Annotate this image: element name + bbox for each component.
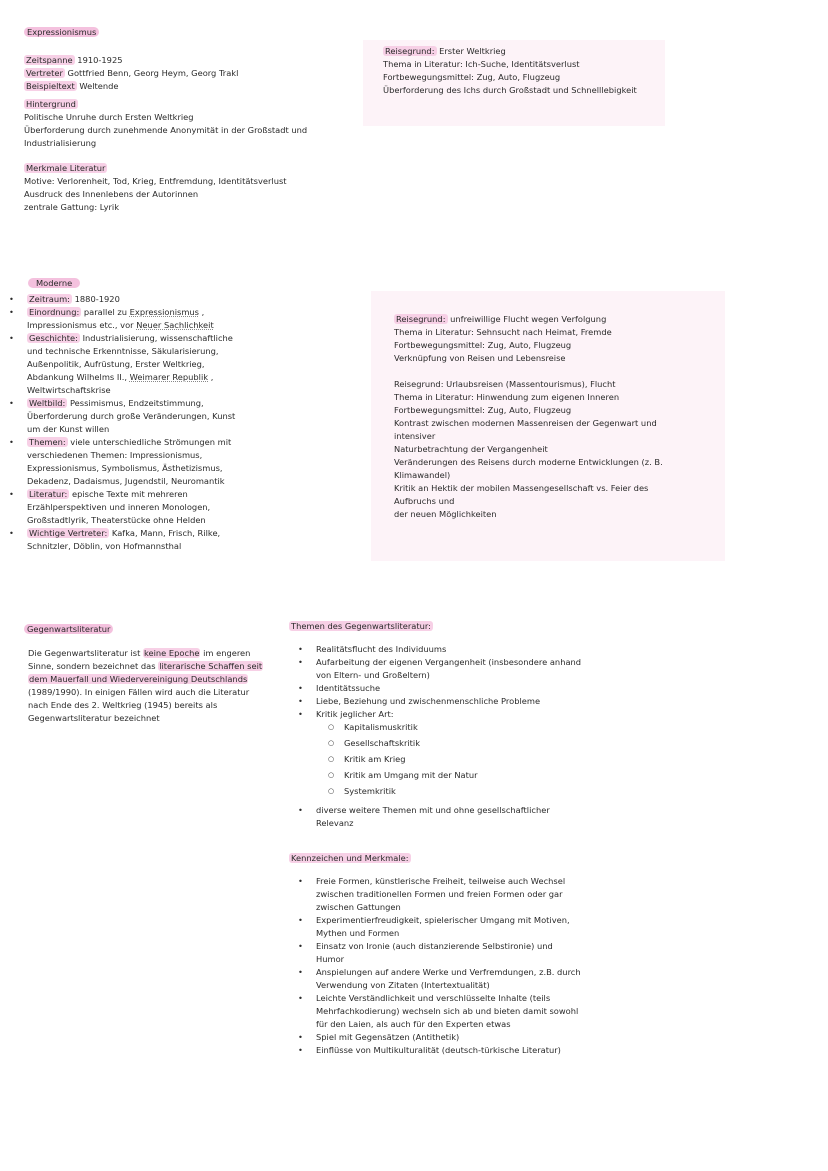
themen-item-text: Liebe, Beziehung und zwischenmenschliche Probleme (316, 696, 541, 706)
themen-label: Themen: (29, 437, 66, 447)
reise-box-line: Fortbewegungsmittel: Zug, Auto, Flugzeug (383, 72, 561, 82)
sub-list-item (328, 737, 616, 753)
beispieltext-value: Weltende (76, 81, 119, 91)
reise-box-line: Überforderung des Ichs durch Großstadt und Schnelllebigkeit (383, 85, 637, 95)
circle-bullet-icon: ○ (328, 787, 335, 795)
kennzeichen-item-text: Spiel mit Gegensätzen (Antithetik) (316, 1032, 460, 1042)
list-item (298, 875, 616, 914)
themen-item-text: Aufarbeitung der eigenen Vergangenheit (insbesondere anhand (316, 657, 582, 667)
circle-bullet-icon: ○ (328, 771, 335, 779)
bullet-icon: • (9, 294, 14, 304)
literatur-label: Literatur: (29, 489, 68, 499)
zeitraum-label: Zeitraum: (29, 294, 70, 304)
list-item (298, 804, 616, 830)
expressionismus-facts (24, 54, 354, 93)
bullet-icon: • (9, 398, 14, 408)
literatur-text: Großstadtlyrik, Theaterstücke ohne Helden (27, 515, 206, 525)
bullet-icon: • (298, 644, 303, 654)
list-item (298, 1044, 616, 1057)
merkmale-label: Merkmale Literatur (26, 163, 106, 173)
merkmale-line: Motive: Verlorenheit, Tod, Krieg, Entfremdung, Identitätsverlust (24, 176, 287, 186)
hintergrund-label: Hintergrund (26, 99, 76, 109)
kennzeichen-item-text: Anspielungen auf andere Werke und Verfremdungen, z.B. durch (316, 967, 581, 977)
bullet-icon: • (9, 437, 14, 447)
vertreter-label: Vertreter (26, 68, 63, 78)
vertreter-text: Schnitzler, Döblin, von Hofmannsthal (27, 541, 182, 551)
sub-list-item (328, 785, 616, 801)
reise-box-line: Reisegrund: Urlaubsreisen (Massentourismus), Flucht (394, 379, 616, 389)
beispieltext-line (24, 80, 354, 93)
kennzeichen-item-text: Mythen und Formen (316, 928, 400, 938)
bullet-icon: • (298, 993, 303, 1003)
moderne-title: Moderne (28, 278, 80, 288)
sub-list-item (328, 753, 616, 769)
reisegrund-value: Erster Weltkrieg (436, 46, 506, 56)
circle-bullet-icon: ○ (328, 739, 335, 747)
themen-item-text: diverse weitere Themen mit und ohne gesellschaftlicher (316, 805, 550, 815)
gegenwart-paragraph (28, 647, 273, 725)
geschichte-text: Industrialisierung, wissenschaftliche (79, 333, 233, 343)
kritik-item-text: Kritik am Umgang mit der Natur (344, 770, 478, 780)
einordnung-label: Einordnung: (29, 307, 80, 317)
paragraph-text: Gegenwartsliteratur bezeichnet (28, 713, 160, 723)
zeitspanne-label: Zeitspanne (26, 55, 73, 65)
kennzeichen-title: Kennzeichen und Merkmale: (291, 853, 409, 863)
reise-box-line: Klimawandel) (394, 470, 451, 480)
bullet-icon: • (298, 941, 303, 951)
kennzeichen-item-text: für den Laien, als auch für den Experten etwas (316, 1019, 511, 1029)
list-item (9, 488, 347, 527)
list-item (298, 656, 616, 682)
kritik-item-text: Kritik am Krieg (344, 754, 406, 764)
reise-box-line: Kritik an Hektik der mobilen Massengesellschaft vs. Feier des (394, 483, 649, 493)
list-item (298, 708, 616, 721)
hintergrund-line: Politische Unruhe durch Ersten Weltkrieg (24, 112, 194, 122)
hintergrund-line: Industrialisierung (24, 138, 97, 148)
einordnung-text: , (199, 307, 205, 317)
weltbild-label: Weltbild: (29, 398, 66, 408)
paragraph-text: Die Gegenwartsliteratur ist (28, 648, 143, 658)
vertreter-line (24, 67, 354, 80)
list-item (298, 992, 616, 1031)
literatur-text: epische Texte mit mehreren (69, 489, 188, 499)
geschichte-text: , (208, 372, 214, 382)
geschichte-text: Abdankung Wilhelms II., (27, 372, 130, 382)
vertreter-value: Gottfried Benn, Georg Heym, Georg Trakl (64, 68, 239, 78)
merkmale-line: Ausdruck des Innenlebens der Autorinnen (24, 189, 199, 199)
kennzeichen-item-text: Experimentierfreudigkeit, spielerischer Umgang mit Motiven, (316, 915, 570, 925)
circle-bullet-icon: ○ (328, 755, 335, 763)
reisegrund-label: Reisegrund: (396, 314, 446, 324)
reisegrund-value: unfreiwillige Flucht wegen Verfolgung (447, 314, 607, 324)
kennzeichen-list (298, 875, 616, 1057)
einordnung-text: parallel zu (81, 307, 130, 317)
list-item (9, 306, 347, 332)
reise-box-line: Thema in Literatur: Hinwendung zum eigenen Inneren (394, 392, 620, 402)
gegenwart-title: Gegenwartsliteratur (24, 624, 113, 634)
sub-list-item (328, 721, 616, 737)
bullet-icon: • (298, 696, 303, 706)
themen-title: Themen des Gegenwartsliteratur: (291, 621, 431, 631)
bullet-icon: • (298, 657, 303, 667)
list-item (298, 1031, 616, 1044)
bullet-icon: • (298, 1032, 303, 1042)
list-item (9, 527, 347, 553)
kennzeichen-heading (289, 852, 411, 865)
geschichte-text: und technische Erkenntnisse, Säkularisierung, (27, 346, 219, 356)
kennzeichen-item-text: Einflüsse von Multikulturalität (deutsch-türkische Literatur) (316, 1045, 561, 1055)
zeitraum-value: 1880-1920 (71, 294, 120, 304)
bullet-icon: • (9, 489, 14, 499)
highlighted-text: keine Epoche (144, 648, 200, 658)
list-item (9, 436, 347, 488)
bullet-icon: • (9, 333, 14, 343)
sub-list-item (328, 769, 616, 785)
list-item (298, 966, 616, 992)
paragraph-text: im engeren (200, 648, 251, 658)
vertreter-text: Kafka, Mann, Frisch, Rilke, (109, 528, 221, 538)
reise-box-line: Verknüpfung von Reisen und Lebensreise (394, 353, 566, 363)
list-item (298, 643, 616, 656)
list-item (298, 914, 616, 940)
reisegrund-label: Reisegrund: (385, 46, 435, 56)
circle-bullet-icon: ○ (328, 723, 335, 731)
kennzeichen-item-text: Verwendung von Zitaten (Intertextualität) (316, 980, 490, 990)
bullet-icon: • (298, 709, 303, 719)
reise-box-line: intensiver (394, 431, 436, 441)
themen-item-text: Kritik jeglicher Art: (316, 709, 394, 719)
expressionismus-section (24, 26, 344, 39)
list-item (298, 682, 616, 695)
themen-item-text: Identitätssuche (316, 683, 381, 693)
reise-box-line: Aufbruchs und (394, 496, 455, 506)
hintergrund-line: Überforderung durch zunehmende Anonymität in der Großstadt und (24, 125, 308, 135)
reise-box-line: der neuen Möglichkeiten (394, 509, 497, 519)
bullet-icon: • (298, 915, 303, 925)
themen-item-text: Relevanz (316, 818, 354, 828)
list-item (298, 940, 616, 966)
expressionismus-link[interactable]: Expressionismus (129, 307, 200, 317)
kennzeichen-item-text: zwischen traditionellen Formen und freien Formen oder gar (316, 889, 563, 899)
weimarer-republik-link[interactable]: Weimarer Republik (129, 372, 209, 382)
list-item (298, 695, 616, 708)
reise-box-line: Fortbewegungsmittel: Zug, Auto, Flugzeug (394, 405, 572, 415)
weltbild-text: Pessimismus, Endzeitstimmung, (67, 398, 204, 408)
einordnung-text: Impressionismus etc., vor (27, 320, 137, 330)
kennzeichen-item-text: Humor (316, 954, 345, 964)
bullet-icon: • (9, 307, 14, 317)
bullet-icon: • (298, 876, 303, 886)
beispieltext-label: Beispieltext (26, 81, 75, 91)
geschichte-text: Außenpolitik, Aufrüstung, Erster Weltkrieg, (27, 359, 205, 369)
bullet-icon: • (298, 967, 303, 977)
reise-box-line: Kontrast zwischen modernen Massenreisen der Gegenwart und (394, 418, 657, 428)
weltbild-text: um der Kunst willen (27, 424, 110, 434)
neue-sachlichkeit-link[interactable]: Neuer Sachlichkeit (136, 320, 214, 330)
wichtige-vertreter-label: Wichtige Vertreter: (29, 528, 108, 538)
kennzeichen-item-text: Freie Formen, künstlerische Freiheit, teilweise auch Wechsel (316, 876, 566, 886)
merkmale-block (24, 162, 354, 214)
kennzeichen-item-text: Leichte Verständlichkeit und verschlüsselte Inhalte (teils (316, 993, 551, 1003)
geschichte-label: Geschichte: (29, 333, 78, 343)
themen-text: viele unterschiedliche Strömungen mit (67, 437, 232, 447)
reise-box-line: Thema in Literatur: Ich-Suche, Identitätsverlust (383, 59, 580, 69)
kritik-item-text: Kapitalismuskritik (344, 722, 418, 732)
reise-box-line: Veränderungen des Reisens durch moderne Entwicklungen (z. B. (394, 457, 663, 467)
list-item (9, 397, 347, 436)
bullet-icon: • (298, 1045, 303, 1055)
kennzeichen-item-text: Einsatz von Ironie (auch distanzierende Selbstironie) und (316, 941, 553, 951)
kennzeichen-item-text: Mehrfachkodierung) wechseln sich ab und bieten damit sowohl (316, 1006, 579, 1016)
list-item (9, 293, 347, 306)
paragraph-text: nach Ende des 2. Weltkrieg (1945) bereits als (28, 700, 218, 710)
bullet-icon: • (298, 805, 303, 815)
highlighted-text: dem Mauerfall und Wiedervereinigung Deutschlands (29, 674, 248, 684)
bullet-icon: • (298, 683, 303, 693)
themen-text: Dekadenz, Dadaismus, Jugendstil, Neuromantik (27, 476, 225, 486)
expressionismus-title: Expressionismus (24, 27, 99, 37)
merkmale-line: zentrale Gattung: Lyrik (24, 202, 120, 212)
paragraph-text: (1989/1990). In einigen Fällen wird auch die Literatur (28, 687, 250, 697)
kritik-item-text: Systemkritik (344, 786, 396, 796)
reise-box-line: Fortbewegungsmittel: Zug, Auto, Flugzeug (394, 340, 572, 350)
paragraph-text: Sinne, sondern bezeichnet das (28, 661, 159, 671)
literatur-text: Erzählperspektiven und inneren Monologen, (27, 502, 211, 512)
geschichte-text: Weltwirtschaftskrise (27, 385, 111, 395)
hintergrund-block (24, 98, 354, 150)
expressionismus-reise-box (363, 40, 665, 126)
moderne-list (9, 293, 347, 553)
highlighted-text: literarische Schaffen seit (159, 661, 263, 671)
themen-text: Expressionismus, Symbolismus, Ästhetizismus, (27, 463, 223, 473)
reise-box-line: Naturbetrachtung der Vergangenheit (394, 444, 548, 454)
gegenwart-section (24, 623, 113, 636)
themen-list (298, 643, 616, 830)
weltbild-text: Überforderung durch große Veränderungen, Kunst (27, 411, 236, 421)
zeitspanne-line (24, 54, 354, 67)
moderne-section (28, 277, 80, 290)
themen-heading (289, 620, 433, 633)
kennzeichen-item-text: zwischen Gattungen (316, 902, 401, 912)
themen-item-text: Realitätsflucht des Individuums (316, 644, 447, 654)
kritik-item-text: Gesellschaftskritik (344, 738, 421, 748)
moderne-reise-box (371, 291, 725, 561)
bullet-icon: • (9, 528, 14, 538)
zeitspanne-value: 1910-1925 (74, 55, 123, 65)
reise-box-line: Thema in Literatur: Sehnsucht nach Heimat, Fremde (394, 327, 612, 337)
themen-text: verschiedenen Themen: Impressionismus, (27, 450, 203, 460)
themen-item-text: von Eltern- und Großeltern) (316, 670, 430, 680)
list-item (9, 332, 347, 397)
